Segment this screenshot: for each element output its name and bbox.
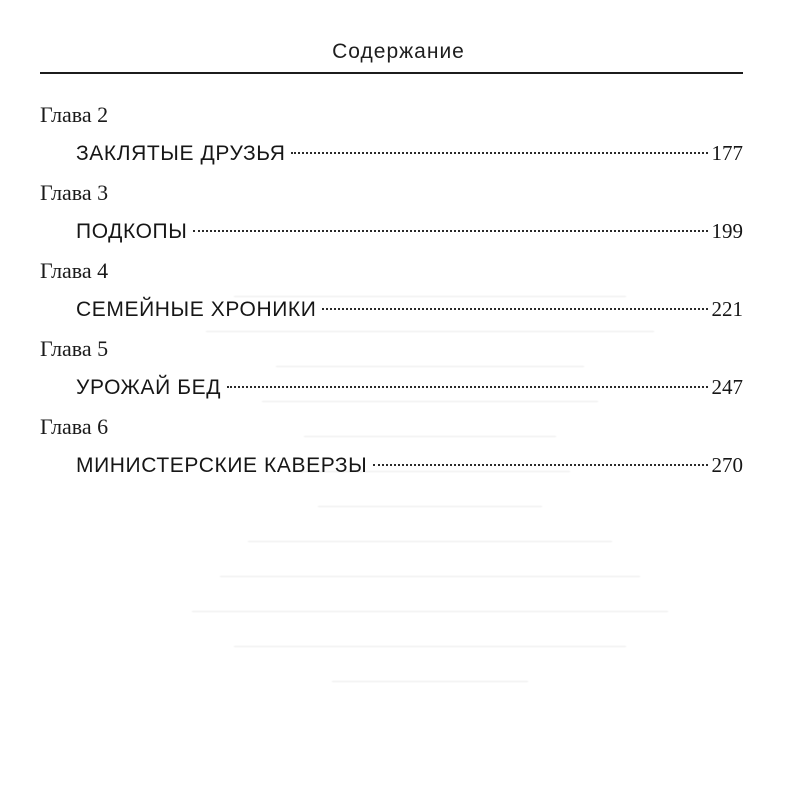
chapter-label: Глава 6 [40,414,109,439]
header-divider [40,72,743,74]
toc-chapter [40,96,743,174]
page-number: 247 [711,375,743,399]
chapter-label: Глава 5 [40,336,109,361]
page-number: 270 [711,453,743,477]
page-number: 177 [711,141,743,165]
dot-leader [227,386,707,388]
dot-leader [193,230,707,232]
chapter-title: МИНИСТЕРСКИЕ КАВЕРЗЫ [76,454,368,477]
toc-entry[interactable] [40,212,743,250]
dot-leader [373,464,707,466]
chapter-title: ЗАКЛЯТЫЕ ДРУЗЬЯ [76,142,286,165]
page-title: Содержание [332,40,465,63]
toc-entry[interactable] [40,446,743,484]
toc-chapter [40,330,743,408]
chapter-title: ПОДКОПЫ [76,220,188,243]
toc-entry[interactable] [40,290,743,328]
toc-chapter [40,174,743,252]
chapter-label: Глава 3 [40,180,109,205]
dot-leader [322,308,707,310]
toc-chapter [40,408,743,486]
toc-entry[interactable] [40,134,743,172]
toc-entry[interactable] [40,368,743,406]
page-number: 221 [711,297,743,321]
dot-leader [291,152,707,154]
chapter-label: Глава 4 [40,258,109,283]
table-of-contents [40,96,743,486]
page-number: 199 [711,219,743,243]
toc-chapter [40,252,743,330]
chapter-label: Глава 2 [40,102,109,127]
chapter-title: УРОЖАЙ БЕД [76,376,222,399]
chapter-title: СЕМЕЙНЫЕ ХРОНИКИ [76,298,317,321]
